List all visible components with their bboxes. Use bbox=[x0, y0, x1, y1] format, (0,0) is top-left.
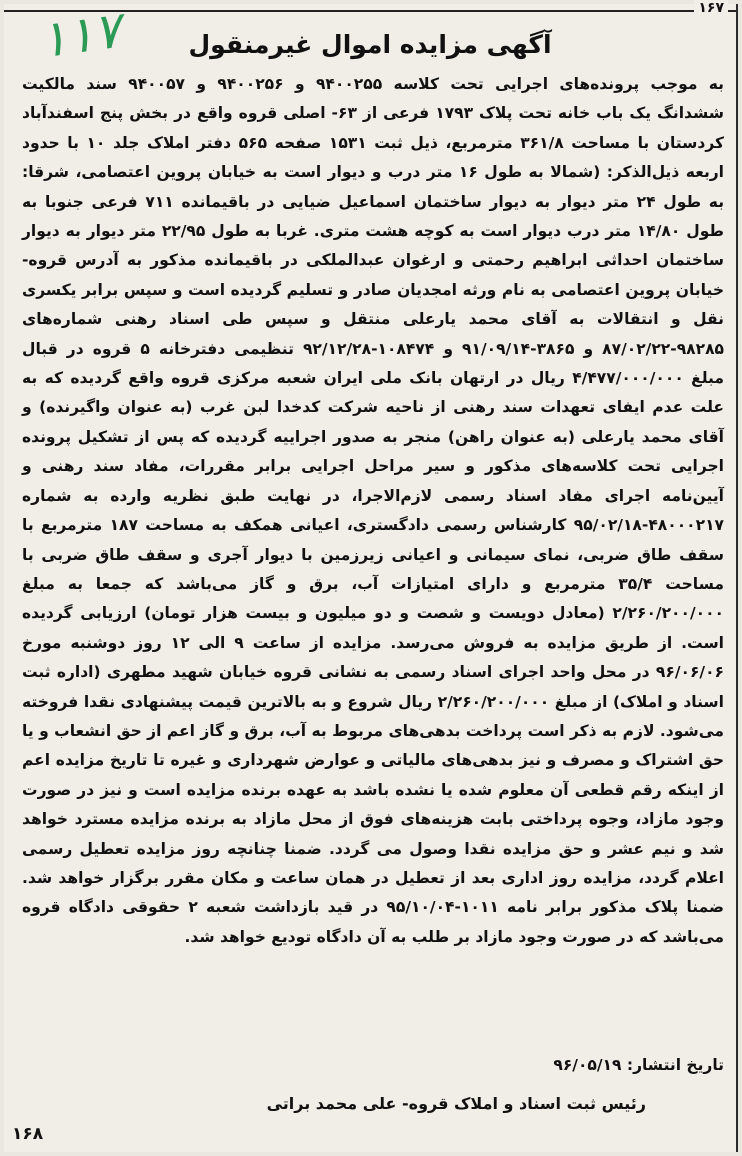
notice-title: آگهی مزایده اموال غیرمنقول bbox=[188, 30, 552, 59]
publish-date: تاریخ انتشار: ۹۶/۰۵/۱۹ bbox=[553, 1056, 724, 1074]
page-number-bottom: ۱۶۸ bbox=[12, 1124, 44, 1144]
signature-line: رئیس ثبت اسناد و املاک قروه- علی محمد براتی bbox=[266, 1094, 646, 1113]
notice-body: به موجب پرونده‌های اجرایی تحت کلاسه ۹۴۰۰۲۵۵ و ۹۴۰۰۲۵۶ و ۹۴۰۰۵۷ سند مالکیت ششدانگ یک باب خانه تحت پلاک ۱۷۹۳ فرعی از ۶۳- اصلی قروه واقع در بخش پنج اسفندآباد کردستان با مساحت ۳۶۱/۸ مترمربع، ذیل ثبت ۱۵۳۱ صفحه ۵۶۵ دفتر املاک جلد ۱۰ با حدود اربعه ذیل‌الذکر: (شمالا به طول ۱۶ متر درب و دیوار است به خیابان پروین اعتصامی، شرقا: به طول ۲۴ متر دیوار به دیوار ساختمان اسماعیل ضیایی در باقیمانده ۷۱۱ فرعی جنوبا به طول ۱۴/۸۰ متر درب دیوار است به کوچه هشت متری. غربا به طول ۲۲/۹۵ متر دیوار به دیوار ساختمان احداثی ابراهیم رحمتی و ارغوان عبدالملکی در باقیمانده مذکور به آدرس قروه- خیابان پروین اعتصامی به نام ورثه امجدیان صادر و تسلیم گردیده است و سپس برابر یکسری نقل و انتقالات به آقای محمد یارعلی منتقل و سپس طی اسناد رهنی شماره‌های ۹۸۲۸۵-۸۷/۰۲/۲۲ و ۳۸۶۵-۹۱/۰۹/۱۴ و ۱۰۸۴۷۴-۹۲/۱۲/۲۸ تنظیمی دفترخانه ۵ قروه در قبال مبلغ ۴/۴۷۷/۰۰۰/۰۰۰ ریال در ارتهان بانک ملی ایران شعبه مرکزی قروه واقع گردیده که به علت عدم ایفای تعهدات سند رهنی از ناحیه شرکت کدخدا لبن غرب (به عنوان واگیرنده) و آقای محمد یارعلی (به عنوان راهن) منجر به صدور اجراییه گردیده که پس از تشکیل پرونده اجرایی تحت کلاسه‌های مذکور و سیر مراحل اجرایی برابر مقررات، مفاد سند رهنی و آیین‌نامه اجرای مفاد اسناد رسمی لازم‌الاجرا، در نهایت طبق نظریه وارده به شماره ۴۸۰۰۰۲۱۷-۹۵/۰۲/۱۸ کارشناس رسمی دادگستری، اعیانی همکف به مساحت ۱۸۷ مترمربع با سقف طاق ضربی، نمای سیمانی و اعیانی زیرزمین با دیوار آجری و سقف طاق ضربی با مساحت ۳۵/۴ مترمربع و دارای امتیازات آب، برق و گاز می‌باشد که جمعا به مبلغ ۲/۲۶۰/۲۰۰/۰۰۰ (معادل دویست و شصت و دو میلیون و بیست هزار تومان) ارزیابی گردیده است. از طریق مزایده به فروش می‌رسد. مزایده از ساعت ۹ الی ۱۲ روز دوشنبه مورخ ۹۶/۰۶/۰۶ در محل واحد اجرای اسناد رسمی به نشانی قروه خیابان شهید مطهری (اداره ثبت اسناد و املاک) از مبلغ ۲/۲۶۰/۲۰۰/۰۰۰ ریال شروع و به بالاترین قیمت پیشنهادی نقدا فروخته می‌شود. لازم به ذکر است پرداخت بدهی‌های مربوط به آب، برق و گاز اعم از حق انشعاب و یا حق اشتراک و مصرف و نیز بدهی‌های مالیاتی و عوارض شهرداری و غیره تا تاریخ مزایده اعم از اینکه رقم قطعی آن معلوم شده یا نشده باشد به عهده برنده مزایده است و نیز در صورت وجود مازاد، وجوه پرداختی بابت هزینه‌های فوق از محل مازاد به برنده مزایده مسترد خواهد شد و نیم عشر و حق مزایده نقدا وصول می گردد. ضمنا چنانچه روز مزایده تعطیل رسمی اعلام گردد، مزایده روز اداری بعد از تعطیل در همان ساعت و مکان مقرر برگزار خواهد شد. ضمنا پلاک مذکور برابر نامه ۱۰۱۱-۹۵/۱۰/۰۴ در قید بازداشت شعبه ۲ حقوقی دادگاه قروه می‌باشد که در صورت وجود مازاد بر طلب به آن دادگاه تودیع خواهد شد. bbox=[22, 75, 725, 946]
auction-notice-clipping bbox=[4, 0, 738, 1152]
handwritten-number: ۱۱۷ bbox=[36, 0, 125, 70]
page-number-top: ۱۶۷ bbox=[694, 0, 728, 16]
